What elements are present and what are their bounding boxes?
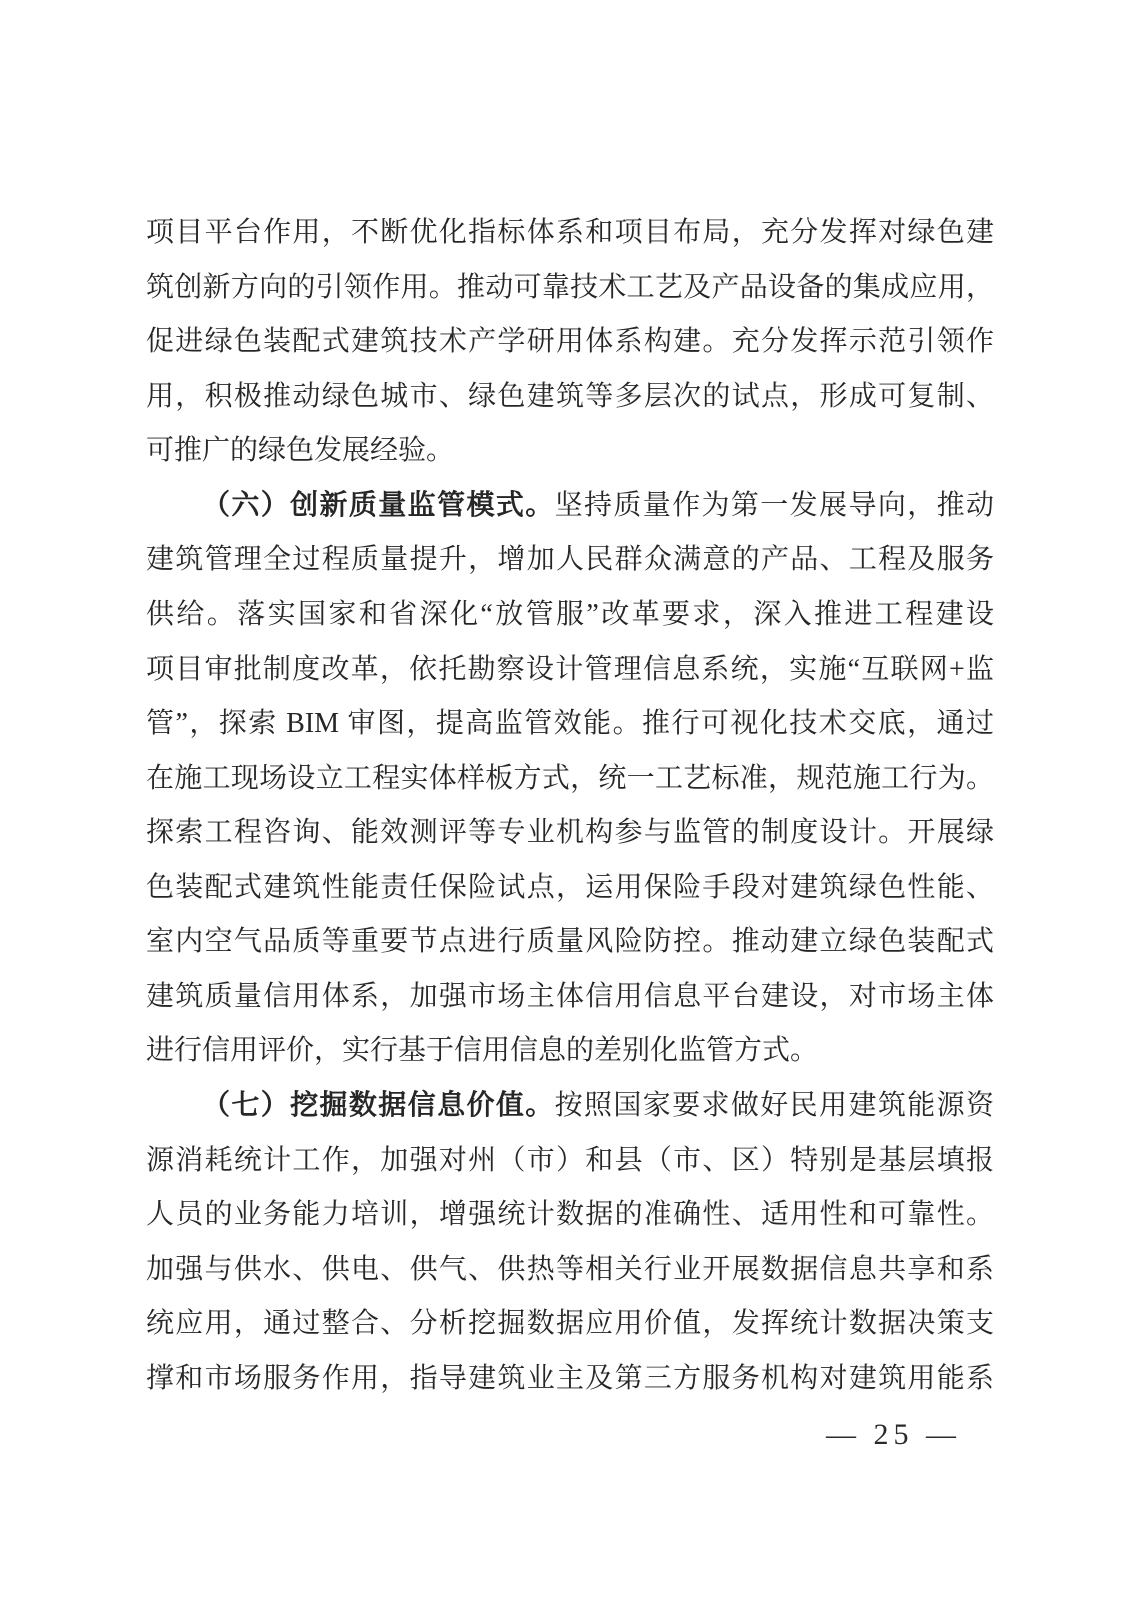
text-line	[146, 806, 994, 861]
text-line	[146, 1079, 994, 1134]
text-run: 按照国家要求做好民用建筑能源资	[554, 1090, 994, 1121]
text-run: 在施工现场设立工程实体样板方式，统一工艺标准，规范施工行为。	[146, 762, 994, 794]
text-line	[146, 915, 994, 970]
text-line	[146, 970, 994, 1025]
text-run: 用，积极推动绿色城市、绿色建筑等多层次的试点，形成可复制、	[146, 380, 994, 412]
text-run: 色装配式建筑性能责任保险试点，运用保险手段对建筑绿色性能、	[146, 871, 994, 903]
text-run: 项目平台作用，不断优化指标体系和项目布局，充分发挥对绿色建	[146, 217, 994, 248]
text-line	[146, 206, 994, 261]
text-run: 筑创新方向的引领作用。推动可靠技术工艺及产品设备的集成应用，	[146, 271, 994, 303]
text-line	[146, 643, 994, 698]
text-run: 加强与供水、供电、供气、供热等相关行业开展数据信息共享和系	[146, 1253, 994, 1285]
text-line	[146, 1024, 994, 1079]
text-line	[146, 1188, 994, 1243]
text-run: 管”，探索 BIM 审图，提高监管效能。推行可视化技术交底，通过	[146, 708, 994, 740]
text-run: 统应用，通过整合、分析挖掘数据应用价值，发挥统计数据决策支	[146, 1308, 994, 1340]
text-line	[146, 533, 994, 588]
section-heading: （七）挖掘数据信息价值。	[202, 1090, 555, 1121]
text-run: 建筑管理全过程质量提升，增加人民群众满意的产品、工程及服务	[146, 544, 994, 576]
section-heading: （六）创新质量监管模式。	[202, 489, 555, 521]
text-run: 促进绿色装配式建筑技术产学研用体系构建。充分发挥示范引领作	[146, 326, 994, 358]
text-line	[146, 1297, 994, 1352]
document-body	[146, 206, 994, 1406]
text-run: 进行信用评价，实行基于信用信息的差别化监管方式。	[146, 1035, 819, 1067]
text-run: 撑和市场服务作用，指导建筑业主及第三方服务机构对建筑用能系	[146, 1362, 994, 1394]
text-line	[146, 315, 994, 370]
text-line	[146, 1243, 994, 1298]
text-line	[146, 752, 994, 807]
text-line	[146, 1352, 994, 1407]
text-run: 坚持质量作为第一发展导向，推动	[554, 489, 994, 521]
text-line	[146, 424, 994, 479]
text-line	[146, 479, 994, 534]
text-run: 建筑质量信用体系，加强市场主体信用信息平台建设，对市场主体	[146, 980, 994, 1012]
text-run: 可推广的绿色发展经验。	[146, 435, 455, 467]
text-line	[146, 370, 994, 425]
text-line	[146, 697, 994, 752]
text-run: 源消耗统计工作，加强对州（市）和县（市、区）特别是基层填报	[146, 1144, 994, 1176]
text-line	[146, 1134, 994, 1189]
page-number: — 25 —	[826, 1418, 961, 1451]
text-run: 探索工程咨询、能效测评等专业机构参与监管的制度设计。开展绿	[146, 817, 994, 849]
text-run: 人员的业务能力培训，增强统计数据的准确性、适用性和可靠性。	[146, 1199, 994, 1231]
text-run: 供给。落实国家和省深化“放管服”改革要求，深入推进工程建设	[146, 598, 994, 630]
text-run: 室内空气品质等重要节点进行质量风险防控。推动建立绿色装配式	[146, 926, 994, 958]
text-run: 项目审批制度改革，依托勘察设计管理信息系统，实施“互联网+监	[146, 653, 994, 685]
text-line	[146, 861, 994, 916]
text-line	[146, 588, 994, 643]
text-line	[146, 261, 994, 316]
